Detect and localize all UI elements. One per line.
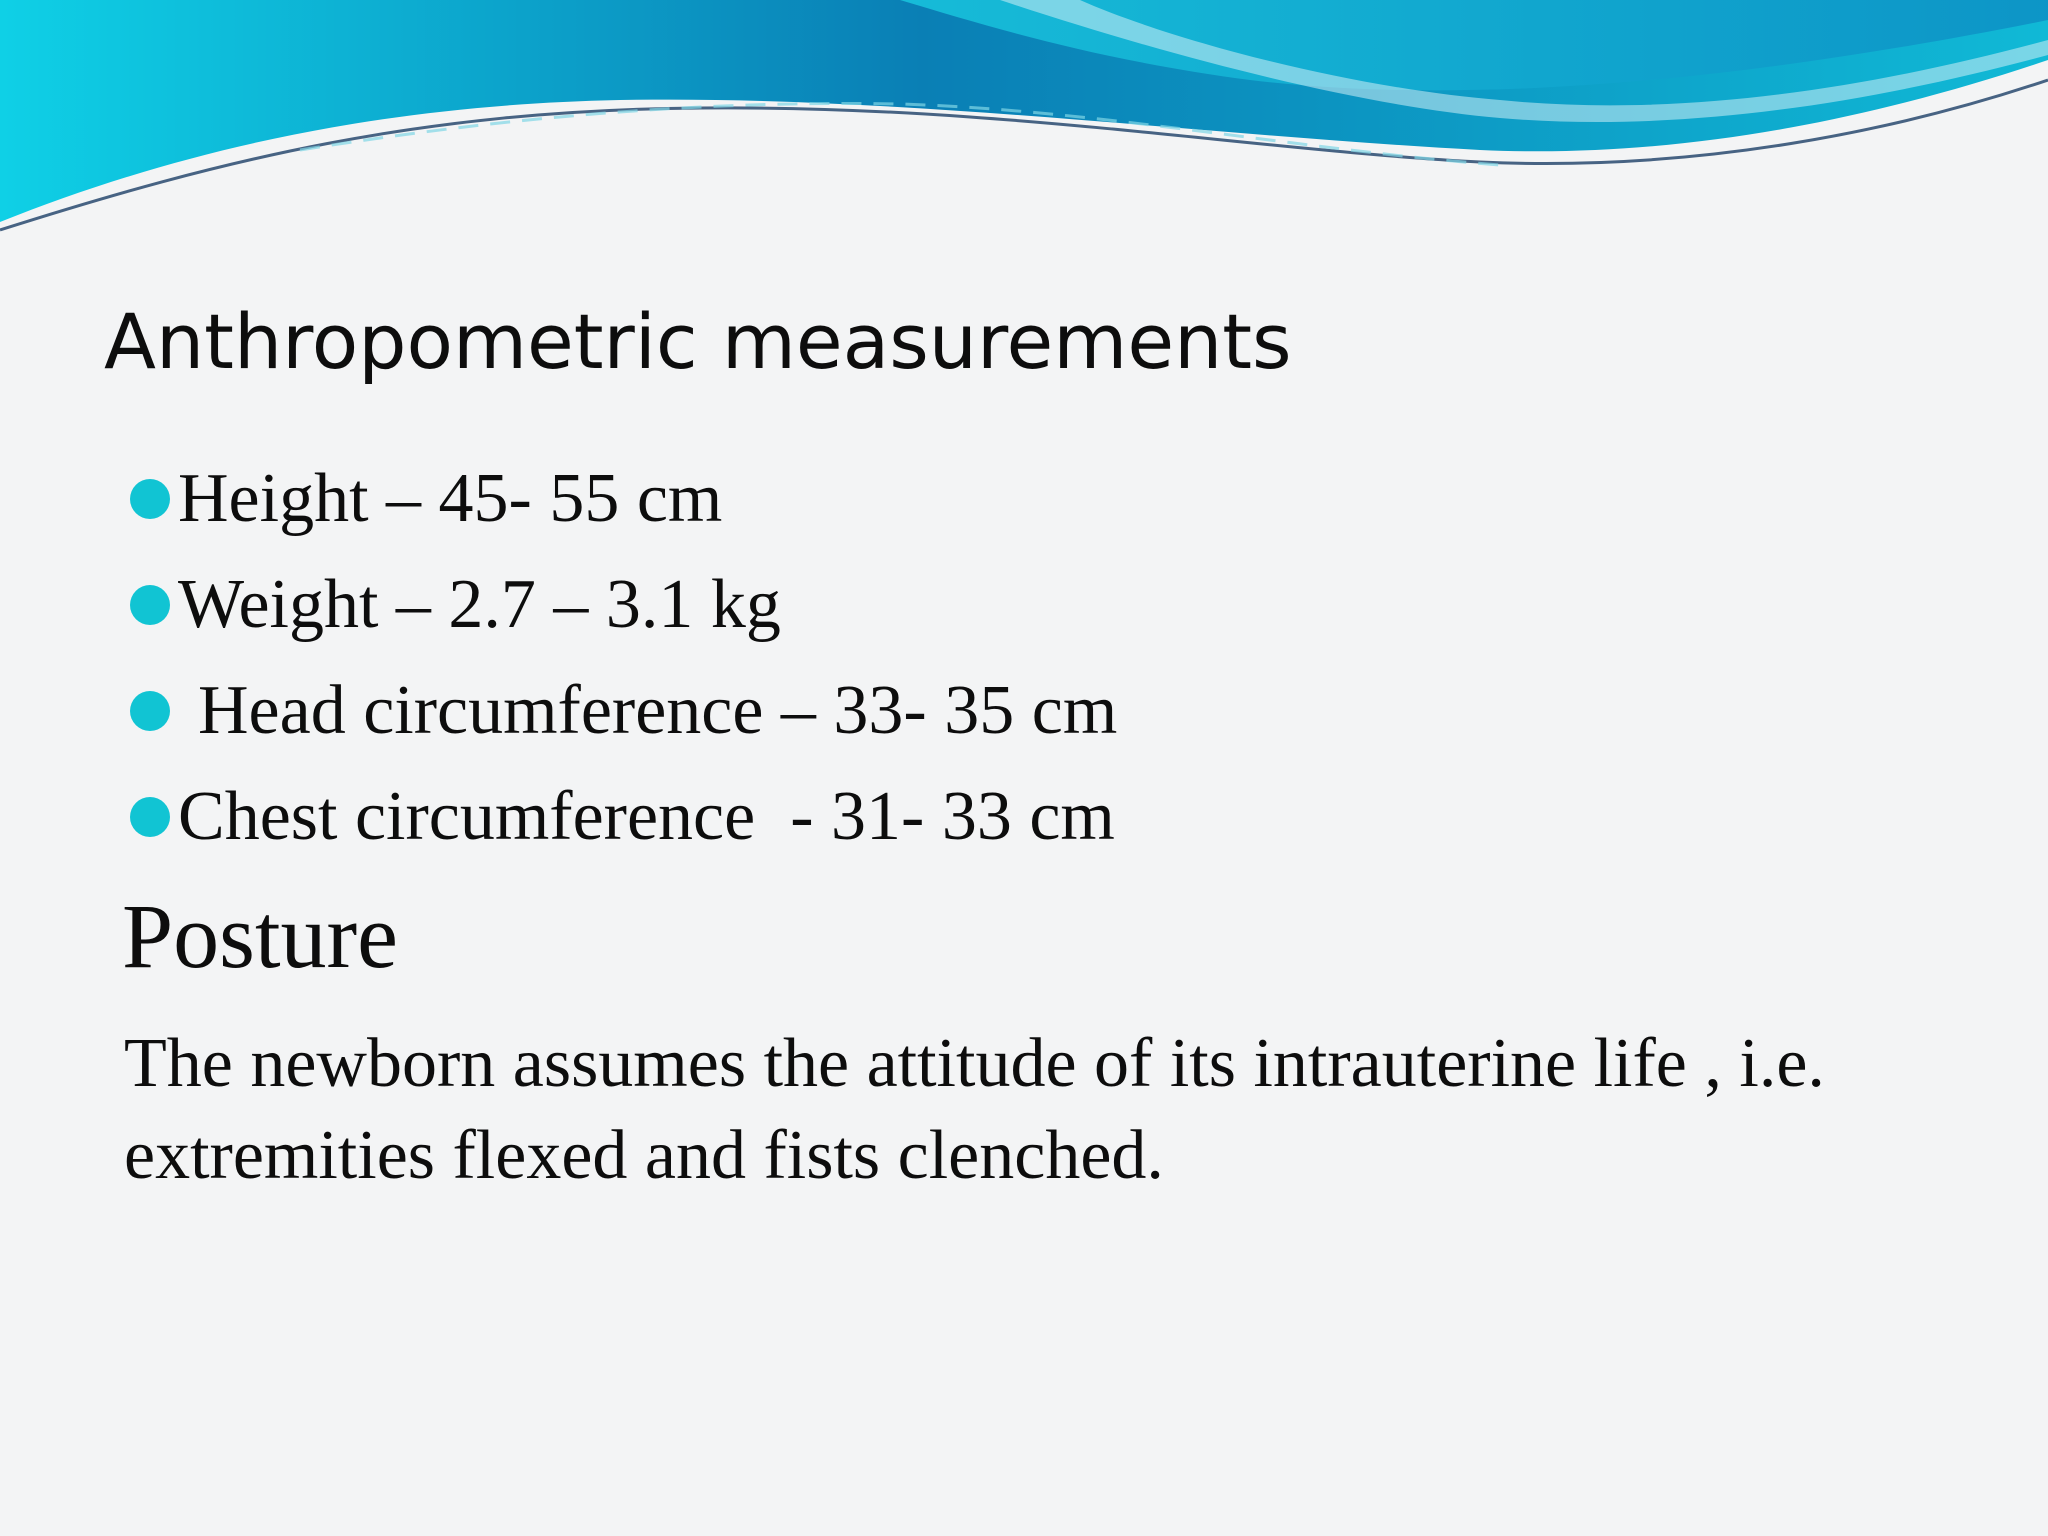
bullet-text: Height – 45- 55 cm bbox=[178, 460, 723, 537]
bullet-text: Weight – 2.7 – 3.1 kg bbox=[178, 566, 781, 643]
body-line: The newborn assumes the attitude of its intrauterine life , i.e. bbox=[124, 1025, 1825, 1102]
measurement-list bbox=[130, 446, 1117, 870]
list-item bbox=[130, 552, 1117, 658]
bullet-text: Head circumference – 33- 35 cm bbox=[198, 672, 1118, 749]
header-wave-decoration bbox=[0, 0, 2048, 240]
slide-title: Anthropometric measurements bbox=[104, 297, 1292, 386]
body-line: extremities flexed and fists clenched. bbox=[124, 1117, 1164, 1194]
posture-description bbox=[124, 1018, 2024, 1202]
bullet-dot-icon bbox=[130, 691, 170, 731]
bullet-dot-icon bbox=[130, 797, 170, 837]
bullet-dot-icon bbox=[130, 585, 170, 625]
list-item bbox=[130, 658, 1117, 764]
list-item bbox=[130, 446, 1117, 552]
bullet-dot-icon bbox=[130, 479, 170, 519]
list-item bbox=[130, 764, 1117, 870]
section-heading-posture: Posture bbox=[122, 885, 398, 987]
bullet-text: Chest circumference - 31- 33 cm bbox=[178, 778, 1115, 855]
